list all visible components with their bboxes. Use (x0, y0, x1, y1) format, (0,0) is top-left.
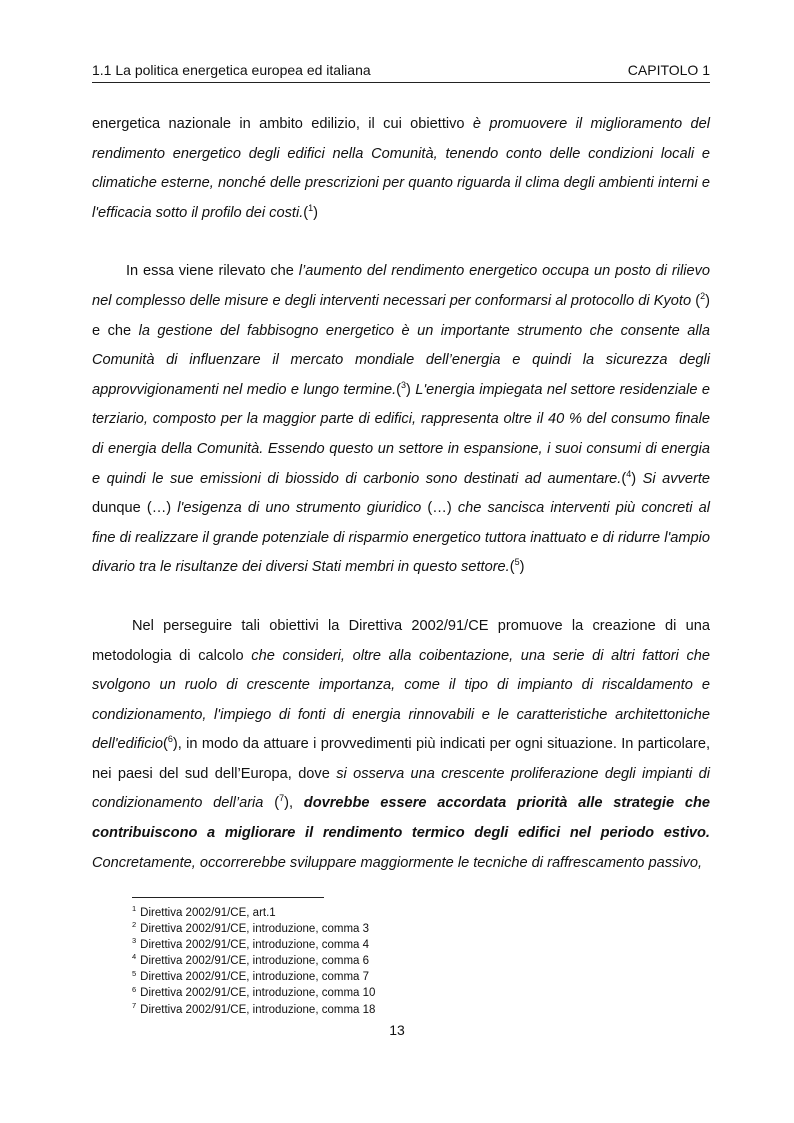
footnote-ref: 5 (514, 557, 520, 568)
body-text (92, 110, 710, 878)
text-run: ), (284, 795, 304, 812)
page-number: 13 (389, 1022, 405, 1038)
text-run: ( (263, 795, 280, 812)
footnote-ref: 2 (700, 291, 706, 302)
italic-text: la gestione del fabbisogno energetico è un importante strumento che consente alla Comunità di influenzare il mercato mondiale dell’energia e quindi la sicurezza degli approvvigionamenti nel medio e lungo termine. (92, 322, 710, 398)
text-run: Nel perseguire tali obiettivi la Direttiva 2002/91/CE promuove la creazione di una metodologia di calcolo (92, 617, 710, 664)
footnote-separator (132, 897, 324, 898)
footnote-ref: 6 (167, 734, 173, 745)
footnote-text: Direttiva 2002/91/CE, introduzione, comma 10 (140, 987, 376, 1000)
text-run: (…) (421, 500, 458, 517)
footnote-number: 3 (132, 936, 137, 946)
footnote-number: 5 (132, 968, 137, 978)
footnote-ref: 1 (308, 202, 314, 213)
footnote-3 (132, 937, 652, 953)
header-chapter-label: CAPITOLO 1 (627, 62, 710, 78)
text-run: ) (406, 381, 416, 398)
footnote-5 (132, 969, 652, 985)
footnote-number: 6 (132, 984, 137, 994)
text-run: energetica nazionale in ambito edilizio, il cui obiettivo (92, 116, 473, 132)
footnote-ref: 3 (401, 379, 407, 390)
footnote-text: Direttiva 2002/91/CE, art.1 (140, 907, 276, 919)
footnote-number: 2 (132, 920, 137, 930)
italic-text: si osserva una crescente proliferazione degli impianti di condizionamento dell’aria (92, 765, 711, 812)
bold-italic-text: dovrebbe essere accordata priorità alle strategie che contribuiscono a migliorare il rendimento termico degli edifici nel periodo estivo. (92, 795, 710, 842)
text-run: ( (396, 381, 401, 398)
italic-text: Concretamente, occorrerebbe sviluppare maggiormente le tecniche di raffrescamento passivo, (92, 854, 703, 871)
italic-text: L'energia impiegata nel settore residenziale e terziario, composto per la maggior parte di edifici, rappresenta oltre il 40 % del consumo finale di energia della Comunità. Essendo questo un settore in espansione, i suoi consumi di energia e quindi le sue emissioni di biossido di carbonio sono destinati ad aumentare. (92, 381, 710, 487)
italic-text: l'esigenza di uno strumento giuridico (177, 500, 422, 517)
footnote-number: 4 (132, 952, 137, 962)
italic-text: l’aumento del rendimento energetico occupa un posto di rilievo nel complesso delle misure e degli interventi necessari per conformarsi al protocollo di Kyoto (92, 263, 710, 309)
footnote-text: Direttiva 2002/91/CE, introduzione, comma 4 (140, 939, 370, 952)
footnote-1 (132, 905, 652, 921)
text-run: In essa viene rilevato che (126, 263, 299, 280)
text-run: ( (509, 559, 515, 576)
footnote-number: 1 (132, 904, 137, 914)
footnotes (132, 905, 652, 1018)
text-run: ( (303, 204, 309, 221)
text-run: ( (691, 292, 701, 309)
footnote-ref: 4 (626, 468, 632, 479)
italic-text: Si avverte (642, 470, 710, 487)
footnote-text: Direttiva 2002/91/CE, introduzione, comma 3 (140, 923, 370, 936)
footnote-6 (132, 985, 652, 1001)
text-run: ), in modo da attuare i provvedimenti più indicati per ogni situazione. In particolare, nei paesi del sud dell’Europa, dove (92, 736, 710, 782)
text-run: ) (631, 470, 643, 487)
footnote-number: 7 (132, 1000, 137, 1010)
footnote-7 (132, 1002, 652, 1018)
paragraph-3 (92, 612, 710, 878)
paragraph-2 (92, 257, 710, 583)
running-header (92, 62, 710, 83)
footnote-4 (132, 953, 652, 969)
text-run: ) e che (92, 292, 710, 339)
footnote-text: Direttiva 2002/91/CE, introduzione, comma 7 (140, 971, 370, 984)
header-section-title: 1.1 La politica energetica europea ed italiana (92, 62, 371, 78)
text-run: ) (313, 204, 319, 221)
paragraph-1 (92, 110, 710, 228)
text-run: ( (621, 470, 627, 487)
text-run: dunque (…) (92, 500, 178, 517)
italic-text: che sancisca interventi più concreti al fine di realizzare il grande potenziale di risparmio energetico tuttora inattuato e di ridurre l'ampio divario tra le risultanze dei diversi Stati membri in questo settore. (92, 500, 710, 576)
footnote-text: Direttiva 2002/91/CE, introduzione, comma 18 (140, 1003, 376, 1016)
italic-text: che consideri, oltre alla coibentazione, una serie di altri fattori che svolgono un ruolo di crescente importanza, come il tipo di impianto di riscaldamento e condizionamento, l'impiego di fonti di energia rinnovabili e le caratteristiche architettoniche dell'edificio (92, 647, 710, 753)
text-run: ) (519, 559, 525, 576)
text-run: ( (162, 736, 168, 753)
footnote-2 (132, 921, 652, 937)
footnote-ref: 7 (279, 793, 285, 804)
italic-text: è promuovere il miglioramento del rendimento energetico degli edifici nella Comunità, tenendo conto delle condizioni locali e climatiche esterne, nonché delle prescrizioni per quanto riguarda il clima degli ambienti interni e l'efficacia sotto il profilo dei costi. (92, 116, 710, 221)
footnote-text: Direttiva 2002/91/CE, introduzione, comma 6 (140, 955, 370, 968)
